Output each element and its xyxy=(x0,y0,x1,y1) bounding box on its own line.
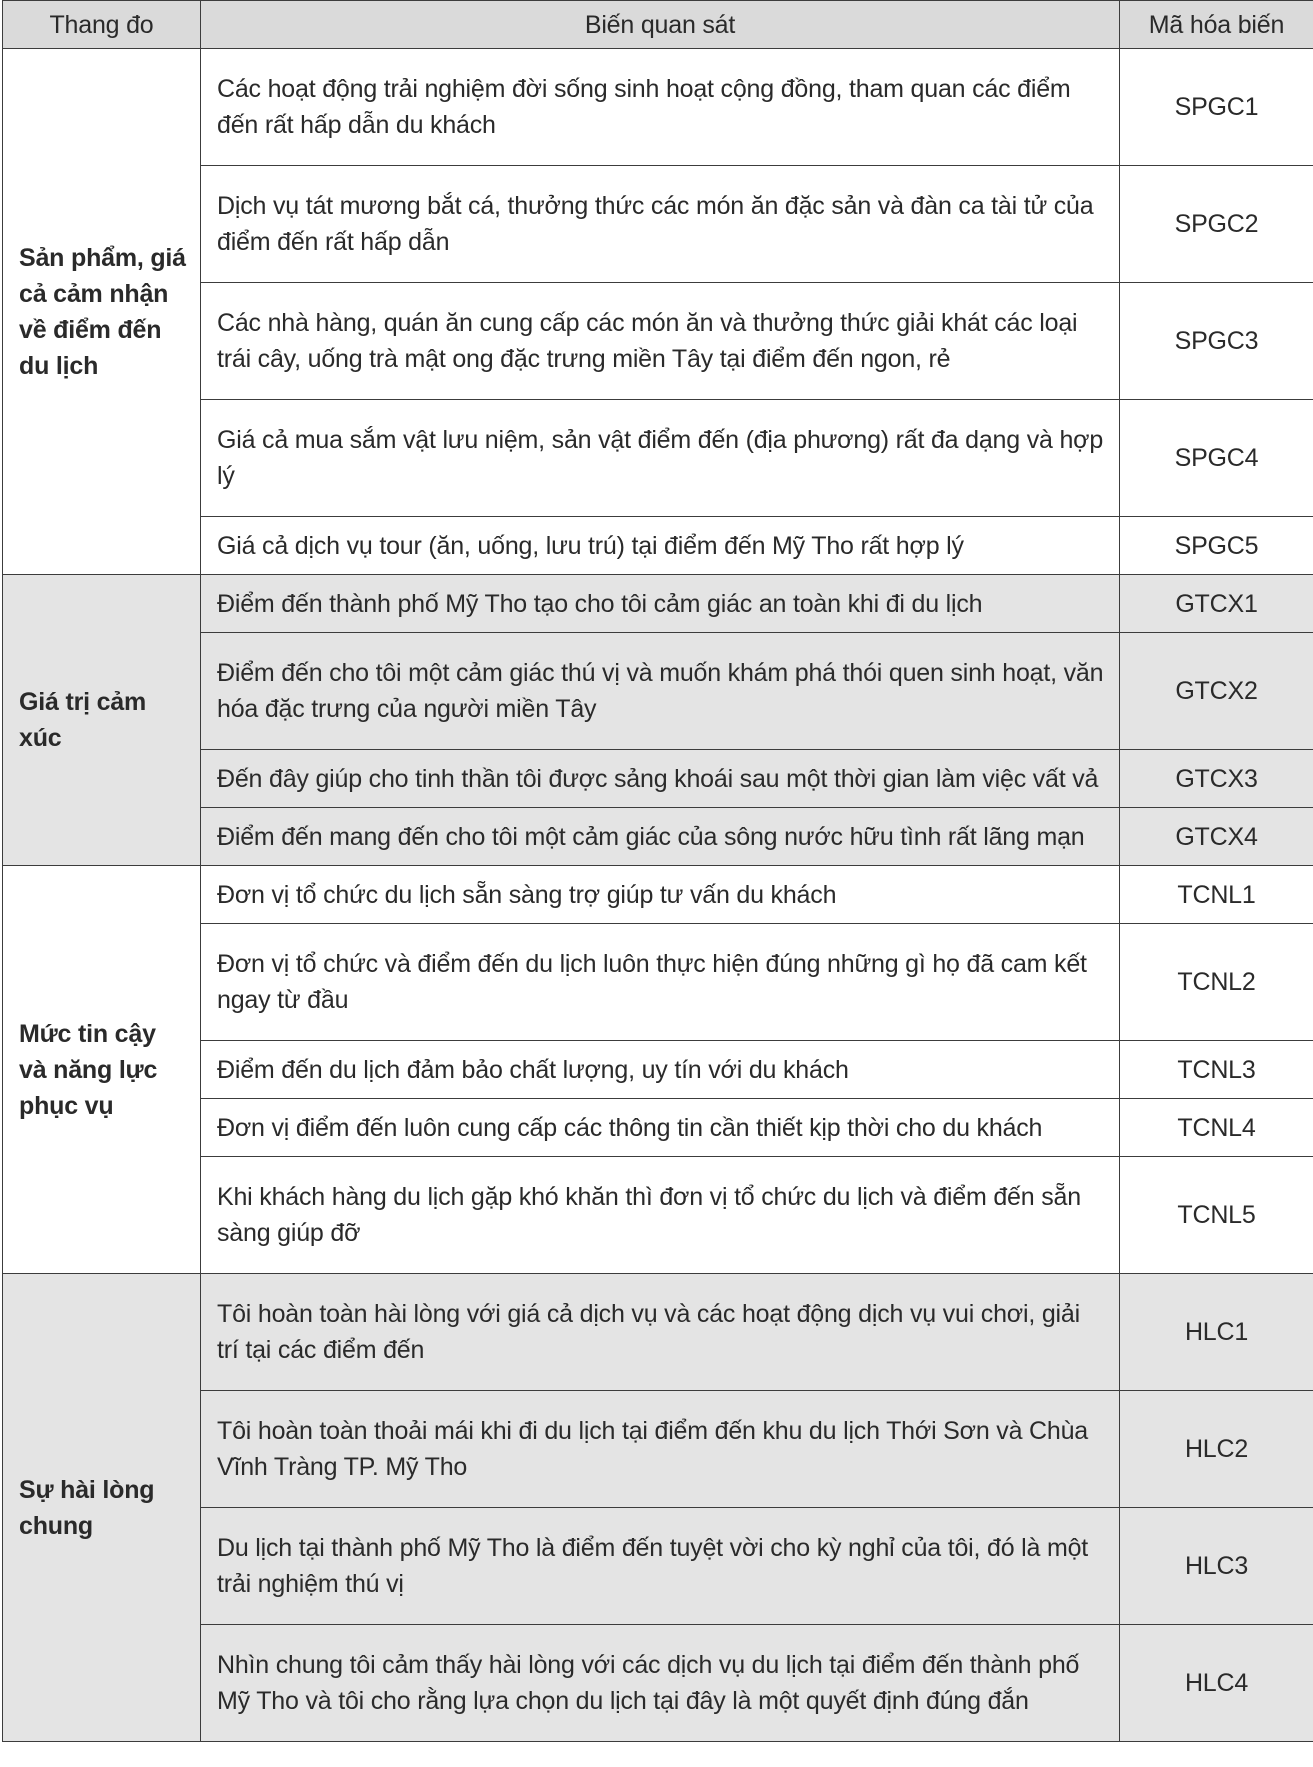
scale-cell: Mức tin cậy và năng lực phục vụ xyxy=(3,866,201,1274)
variable-code-cell: GTCX1 xyxy=(1120,575,1313,633)
observed-variable-cell: Du lịch tại thành phố Mỹ Tho là điểm đến tuyệt vời cho kỳ nghỉ của tôi, đó là một trải nghiệm thú vị xyxy=(201,1508,1120,1625)
observed-variable-cell: Tôi hoàn toàn hài lòng với giá cả dịch vụ và các hoạt động dịch vụ vui chơi, giải trí tại các điểm đến xyxy=(201,1274,1120,1391)
observed-variable-cell: Đến đây giúp cho tinh thần tôi được sảng khoái sau một thời gian làm việc vất vả xyxy=(201,750,1120,808)
variable-code-cell: HLC2 xyxy=(1120,1391,1313,1508)
table-row xyxy=(3,49,1313,166)
variable-code-cell: TCNL4 xyxy=(1120,1099,1313,1157)
variable-code-cell: SPGC1 xyxy=(1120,49,1313,166)
scale-cell: Giá trị cảm xúc xyxy=(3,575,201,866)
header-scale: Thang đo xyxy=(3,1,201,49)
observed-variable-cell: Các hoạt động trải nghiệm đời sống sinh hoạt cộng đồng, tham quan các điểm đến rất hấp dẫn du khách xyxy=(201,49,1120,166)
table-row xyxy=(3,575,1313,633)
variable-code-cell: SPGC5 xyxy=(1120,517,1313,575)
variable-code-cell: GTCX3 xyxy=(1120,750,1313,808)
header-variable-code: Mã hóa biến xyxy=(1120,1,1313,49)
observed-variable-cell: Điểm đến du lịch đảm bảo chất lượng, uy tín với du khách xyxy=(201,1041,1120,1099)
variable-code-cell: TCNL2 xyxy=(1120,924,1313,1041)
observed-variable-cell: Giá cả mua sắm vật lưu niệm, sản vật điểm đến (địa phương) rất đa dạng và hợp lý xyxy=(201,400,1120,517)
observed-variable-cell: Các nhà hàng, quán ăn cung cấp các món ăn và thưởng thức giải khát các loại trái cây, uống trà mật ong đặc trưng miền Tây tại điểm đến ngon, rẻ xyxy=(201,283,1120,400)
variable-code-cell: SPGC2 xyxy=(1120,166,1313,283)
observed-variable-cell: Dịch vụ tát mương bắt cá, thưởng thức các món ăn đặc sản và đàn ca tài tử của điểm đến rất hấp dẫn xyxy=(201,166,1120,283)
variable-code-cell: HLC1 xyxy=(1120,1274,1313,1391)
variable-code-cell: TCNL3 xyxy=(1120,1041,1313,1099)
variable-code-cell: TCNL5 xyxy=(1120,1157,1313,1274)
observed-variable-cell: Nhìn chung tôi cảm thấy hài lòng với các dịch vụ du lịch tại điểm đến thành phố Mỹ Tho và tôi cho rằng lựa chọn du lịch tại đây là một quyết định đúng đắn xyxy=(201,1625,1120,1742)
observed-variable-cell: Điểm đến mang đến cho tôi một cảm giác của sông nước hữu tình rất lãng mạn xyxy=(201,808,1120,866)
header-observed-variable: Biến quan sát xyxy=(201,1,1120,49)
observed-variable-cell: Điểm đến thành phố Mỹ Tho tạo cho tôi cảm giác an toàn khi đi du lịch xyxy=(201,575,1120,633)
measurement-scale-table xyxy=(2,0,1313,1742)
variable-code-cell: GTCX4 xyxy=(1120,808,1313,866)
table-row xyxy=(3,1274,1313,1391)
observed-variable-cell: Điểm đến cho tôi một cảm giác thú vị và muốn khám phá thói quen sinh hoạt, văn hóa đặc trưng của người miền Tây xyxy=(201,633,1120,750)
variable-code-cell: SPGC4 xyxy=(1120,400,1313,517)
scale-cell: Sự hài lòng chung xyxy=(3,1274,201,1742)
variable-code-cell: GTCX2 xyxy=(1120,633,1313,750)
variable-code-cell: HLC3 xyxy=(1120,1508,1313,1625)
variable-code-cell: HLC4 xyxy=(1120,1625,1313,1742)
variable-code-cell: TCNL1 xyxy=(1120,866,1313,924)
table-header-row xyxy=(3,1,1313,49)
observed-variable-cell: Khi khách hàng du lịch gặp khó khăn thì đơn vị tổ chức du lịch và điểm đến sẵn sàng giúp đỡ xyxy=(201,1157,1120,1274)
observed-variable-cell: Đơn vị tổ chức du lịch sẵn sàng trợ giúp tư vấn du khách xyxy=(201,866,1120,924)
observed-variable-cell: Đơn vị tổ chức và điểm đến du lịch luôn thực hiện đúng những gì họ đã cam kết ngay từ đầu xyxy=(201,924,1120,1041)
observed-variable-cell: Đơn vị điểm đến luôn cung cấp các thông tin cần thiết kịp thời cho du khách xyxy=(201,1099,1120,1157)
observed-variable-cell: Giá cả dịch vụ tour (ăn, uống, lưu trú) tại điểm đến Mỹ Tho rất hợp lý xyxy=(201,517,1120,575)
table-row xyxy=(3,866,1313,924)
scale-cell: Sản phẩm, giá cả cảm nhận về điểm đến du lịch xyxy=(3,49,201,575)
variable-code-cell: SPGC3 xyxy=(1120,283,1313,400)
observed-variable-cell: Tôi hoàn toàn thoải mái khi đi du lịch tại điểm đến khu du lịch Thới Sơn và Chùa Vĩnh Tràng TP. Mỹ Tho xyxy=(201,1391,1120,1508)
